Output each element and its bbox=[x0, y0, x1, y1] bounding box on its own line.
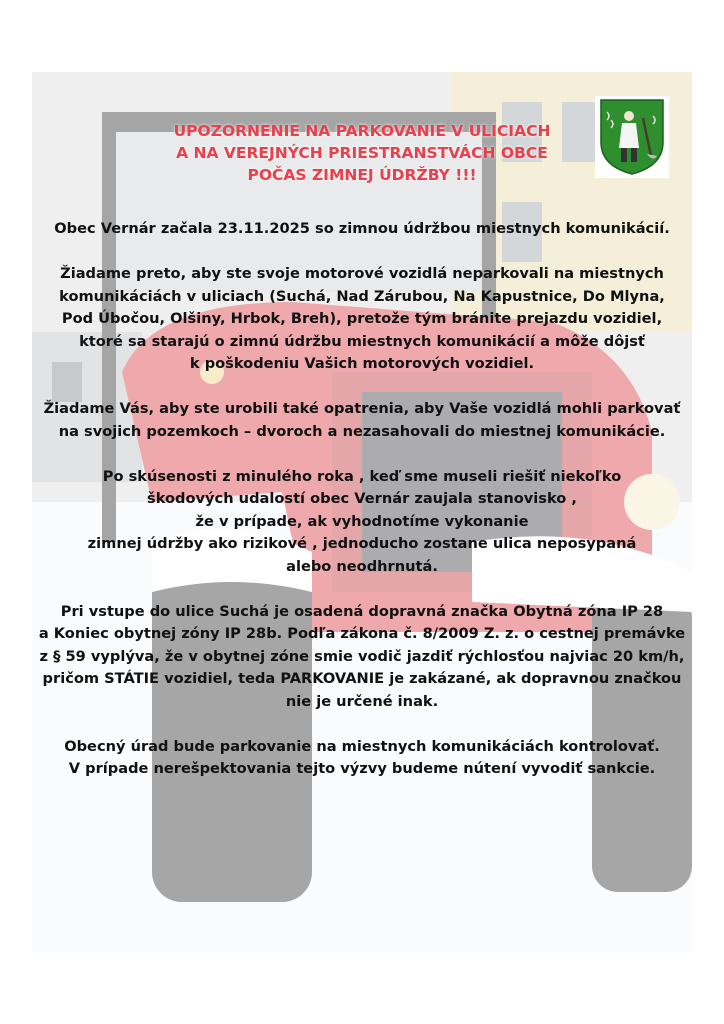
text-line: nie je určené inak. bbox=[285, 692, 439, 710]
text-line: V prípade nerešpektovania tejto výzvy budeme nútení vyvodiť sankcie. bbox=[68, 760, 656, 777]
title-line: A NA VEREJNÝCH PRIESTRANSTVÁCH OBCE bbox=[176, 144, 548, 162]
text-line: k poškodeniu Vašich motorových vozidiel. bbox=[189, 355, 535, 372]
notice-title bbox=[92, 120, 632, 186]
text-line: komunikáciách v uliciach (Suchá, Nad Zárubou, Na Kapustnice, Do Mlyna, bbox=[59, 287, 665, 305]
text-line: Obec Vernár začala 23.11.2025 so zimnou údržbou miestnych komunikácií. bbox=[54, 220, 670, 237]
paragraph-enforcement bbox=[32, 736, 692, 781]
text-line: Obecný úrad bude parkovanie na miestnych komunikáciách kontrolovať. bbox=[64, 737, 660, 755]
text-line: že v prípade, ak vyhodnotíme vykonanie bbox=[195, 512, 529, 530]
text-line: pričom STÁTIE vozidiel, teda PARKOVANIE je zakázané, ak dopravnou značkou bbox=[42, 670, 682, 687]
notice-poster bbox=[32, 72, 692, 952]
text-line: Pod Úbočou, Olšiny, Hrbok, Breh), pretože tým bránite prejazdu vozidiel, bbox=[61, 310, 663, 327]
text-line: ktoré sa starajú o zimnú údržbu miestnych komunikácií a môže dôjsť bbox=[79, 332, 645, 350]
text-line: a Koniec obytnej zóny IP 28b. Podľa zákona č. 8/2009 Z. z. o cestnej premávke bbox=[38, 625, 686, 642]
text-line: zimnej údržby ako rizikové , jednoducho zostane ulica neposypaná bbox=[87, 535, 637, 552]
text-line: Pri vstupe do ulice Suchá je osadená dopravná značka Obytná zóna IP 28 bbox=[60, 602, 664, 620]
title-line: UPOZORNENIE NA PARKOVANIE V ULICIACH bbox=[173, 122, 551, 140]
text-line: Žiadame preto, aby ste svoje motorové vozidlá neparkovali na miestnych bbox=[60, 265, 664, 282]
text-line: na svojich pozemkoch – dvoroch a nezasahovali do miestnej komunikácie. bbox=[58, 422, 666, 440]
paragraph-residential-zone bbox=[32, 601, 692, 714]
paragraph-parking-request bbox=[32, 263, 692, 376]
text-line: škodových udalostí obec Vernár zaujala stanovisko , bbox=[147, 490, 577, 507]
title-line: POČAS ZIMNEJ ÚDRŽBY !!! bbox=[247, 166, 477, 184]
paragraph-last-year bbox=[32, 466, 692, 579]
text-line: alebo neodhrnutá. bbox=[286, 557, 438, 575]
text-line: z § 59 vyplýva, že v obytnej zóne smie vodič jazdiť rýchlosťou najviac 20 km/h, bbox=[39, 647, 685, 665]
paragraph-start-date bbox=[32, 218, 692, 241]
text-line: Po skúsenosti z minulého roka , keď sme museli riešiť niekoľko bbox=[102, 467, 622, 485]
text-line: Žiadame Vás, aby ste urobili také opatrenia, aby Vaše vozidlá mohli parkovať bbox=[43, 400, 681, 417]
notice-body bbox=[32, 218, 692, 803]
paragraph-own-property bbox=[32, 398, 692, 443]
